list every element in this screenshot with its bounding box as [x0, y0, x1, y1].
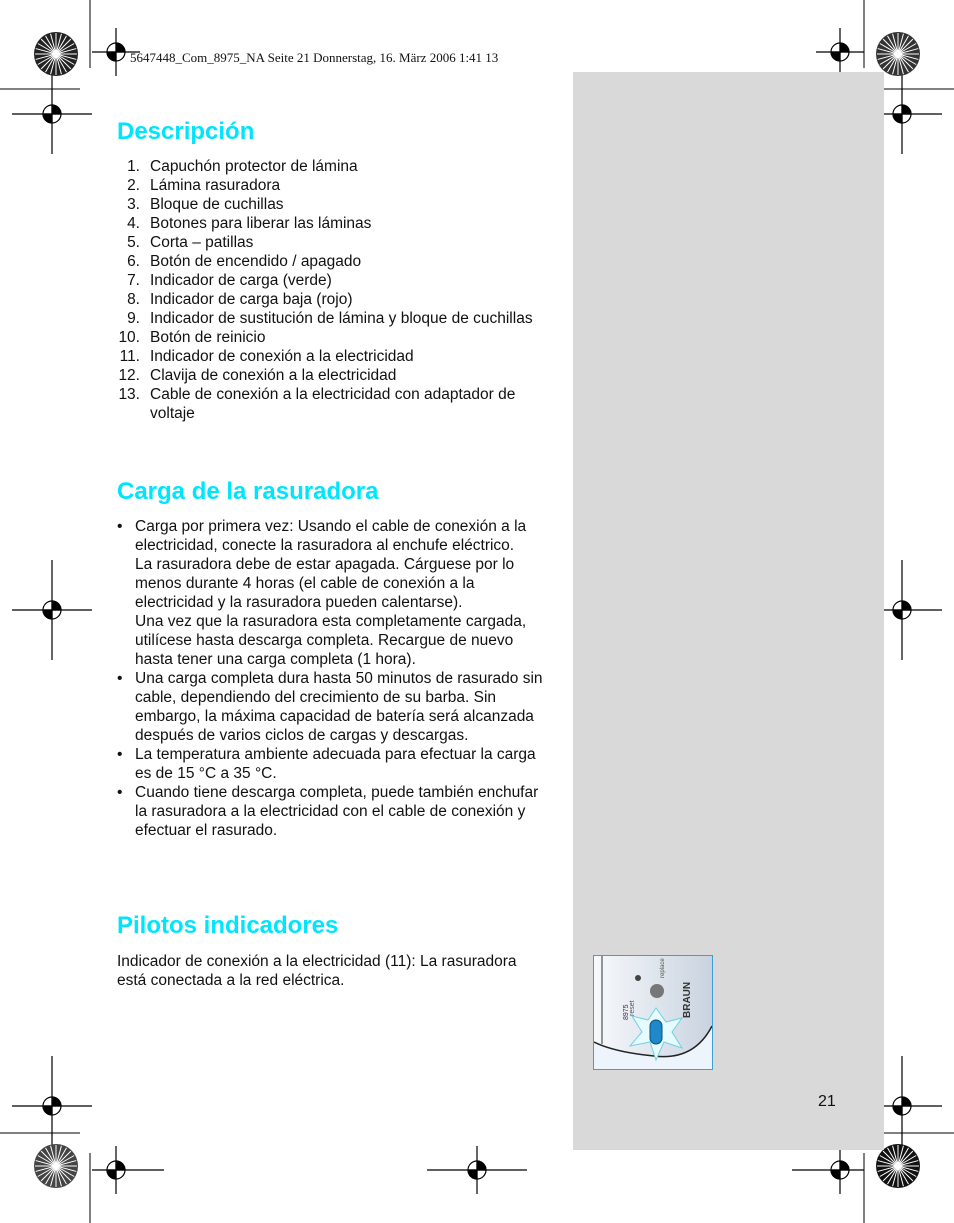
- list-item-text: Botones para liberar las láminas: [150, 215, 372, 232]
- list-item-text: Corta – patillas: [150, 234, 254, 251]
- list-item-text: Clavija de conexión a la electricidad: [150, 367, 397, 384]
- illustration-reset-label: reset: [629, 1000, 636, 1016]
- list-item-number: 2.: [127, 177, 140, 194]
- list-item-number: 9.: [127, 310, 140, 327]
- list-item-number: 3.: [127, 196, 140, 213]
- illustration-replace-label: replace: [660, 958, 666, 978]
- list-item-text: Indicador de carga baja (rojo): [150, 291, 353, 308]
- section-title-pilotos: Pilotos indicadores: [117, 912, 339, 939]
- list-item: [117, 347, 547, 366]
- list-item-number: 8.: [127, 291, 140, 308]
- list-item-text: Indicador de conexión a la electricidad: [150, 348, 414, 365]
- list-item-text: Cable de conexión a la electricidad con adaptador de voltaje: [150, 386, 516, 422]
- list-item: [117, 233, 547, 252]
- list-item: [117, 271, 547, 290]
- list-item-text: Botón de reinicio: [150, 329, 266, 346]
- charging-list: [117, 517, 547, 840]
- pilotos-paragraph: Indicador de conexión a la electricidad (11): La rasuradora está conectada a la red eléctrica.: [117, 953, 517, 989]
- bullet-icon: •: [117, 746, 123, 763]
- bullet-icon: •: [117, 784, 123, 801]
- reset-button-icon: [650, 984, 664, 998]
- list-item-text: Lámina rasuradora: [150, 177, 281, 194]
- list-item-number: 10.: [118, 329, 140, 346]
- list-item-text: Indicador de sustitución de lámina y bloque de cuchillas: [150, 310, 533, 327]
- list-item-number: 7.: [127, 272, 140, 289]
- section-title-carga: Carga de la rasuradora: [117, 478, 379, 505]
- bullet-item: [117, 517, 547, 669]
- page-number: 21: [818, 1093, 836, 1110]
- bullet-item: [117, 745, 547, 783]
- list-item: [117, 252, 547, 271]
- bullet-icon: •: [117, 518, 123, 535]
- section-title-descripcion: Descripción: [117, 118, 255, 145]
- list-item-number: 13.: [118, 386, 140, 403]
- list-item-text: Bloque de cuchillas: [150, 196, 284, 213]
- parts-list: [117, 157, 547, 423]
- list-item: [117, 309, 547, 328]
- bullet-paragraph: La rasuradora debe de estar apagada. Cárguese por lo menos durante 4 horas (el cable de conexión a la electricidad y la rasuradora pueden calentarse).: [135, 556, 515, 611]
- list-item-number: 4.: [127, 215, 140, 232]
- illustration-brand-label: BRAUN: [682, 981, 693, 1018]
- list-item: [117, 214, 547, 233]
- illustration-model-label: 8975: [623, 1004, 630, 1020]
- list-item: [117, 290, 547, 309]
- bullet-item: [117, 669, 547, 745]
- bullet-item: [117, 783, 547, 840]
- list-item-number: 1.: [127, 158, 140, 175]
- bullet-paragraph: Una carga completa dura hasta 50 minutos de rasurado sin cable, dependiendo del crecimiento de su barba. Sin embargo, la máxima capacidad de batería será alcanzada después de varios ciclos de cargas y descargas.: [135, 670, 543, 744]
- shaver-indicator-illustration: [593, 955, 713, 1070]
- bullet-paragraph: La temperatura ambiente adecuada para efectuar la carga es de 15 °C a 35 °C.: [135, 746, 536, 782]
- bullet-paragraph: Cuando tiene descarga completa, puede también enchufar la rasuradora a la electricidad con el cable de conexión y efectuar el rasurado.: [135, 784, 539, 839]
- list-item: [117, 366, 547, 385]
- list-item-text: Indicador de carga (verde): [150, 272, 332, 289]
- print-slug: 5647448_Com_8975_NA Seite 21 Donnerstag, 16. März 2006 1:41 13: [130, 50, 499, 65]
- list-item-number: 11.: [119, 348, 140, 365]
- list-item-number: 5.: [127, 234, 140, 251]
- bullet-paragraph: Carga por primera vez: Usando el cable de conexión a la electricidad, conecte la rasuradora al enchufe eléctrico.: [135, 518, 527, 554]
- bullet-paragraph: Una vez que la rasuradora esta completamente cargada, utilícese hasta descarga completa. Recargue de nuevo hasta tener una carga completa (1 hora).: [135, 613, 527, 668]
- list-item-number: 6.: [127, 253, 140, 270]
- list-item: [117, 195, 547, 214]
- bullet-icon: •: [117, 670, 123, 687]
- list-item-text: Capuchón protector de lámina: [150, 158, 358, 175]
- list-item-text: Botón de encendido / apagado: [150, 253, 362, 270]
- list-item-number: 12.: [118, 367, 140, 384]
- list-item: [117, 176, 547, 195]
- list-item: [117, 328, 547, 347]
- list-item: [117, 157, 547, 176]
- list-item: [117, 385, 547, 423]
